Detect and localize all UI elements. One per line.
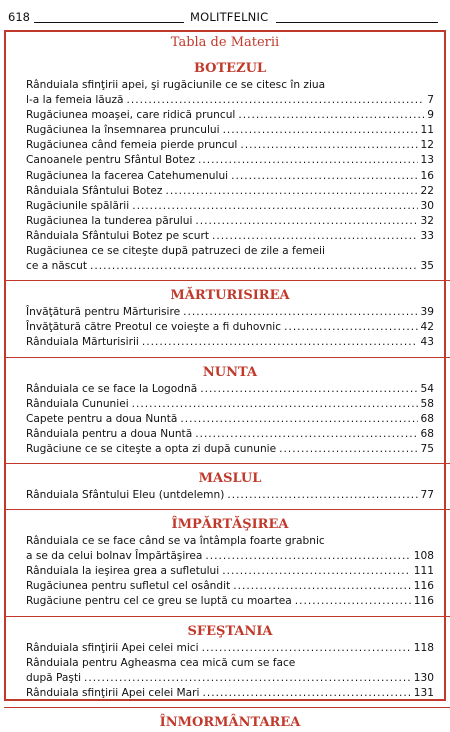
toc-entry-line bbox=[26, 123, 434, 138]
toc-entry-text: Rugăciunea pentru sufletul cel osândit bbox=[26, 580, 231, 593]
toc-entry-text: Rugăciune ce se citeşte a opta zi după cununie bbox=[26, 442, 277, 455]
toc-entry[interactable] bbox=[26, 382, 434, 397]
toc-entry-line bbox=[26, 259, 434, 274]
toc-page-number: 130 bbox=[413, 671, 434, 684]
toc-entry[interactable] bbox=[26, 138, 434, 153]
toc-page-number: 75 bbox=[420, 442, 434, 455]
dot-leader bbox=[90, 259, 418, 274]
toc-entry[interactable] bbox=[26, 442, 434, 457]
dot-leader bbox=[142, 335, 418, 350]
dot-leader bbox=[132, 199, 417, 214]
toc-entry[interactable] bbox=[26, 412, 434, 427]
header-rule-left bbox=[34, 22, 184, 23]
toc-entry-text: ce a născut bbox=[26, 260, 87, 273]
toc-entry[interactable] bbox=[26, 199, 434, 214]
toc-entry-text: Rugăciune pentru cel ce greu se luptă cu moartea bbox=[26, 595, 292, 608]
page-title: Tabla de Materii bbox=[170, 35, 280, 50]
dot-leader bbox=[195, 214, 417, 229]
toc-page-number: 118 bbox=[413, 641, 434, 654]
toc-entry-text: Rânduiala Mărturisirii bbox=[26, 336, 139, 349]
toc-entry-text: Rugăciunile spălării bbox=[26, 199, 130, 212]
toc-page-number: 32 bbox=[420, 214, 434, 227]
toc-entry-text: Rânduiala pentru Agheasma cea mică cum se face bbox=[26, 656, 296, 669]
section-heading: ÎMPĂRTĂŞIREA bbox=[171, 517, 289, 533]
section-heading: MĂRTURISIREA bbox=[170, 288, 290, 304]
toc-entry[interactable] bbox=[26, 305, 434, 320]
section-divider bbox=[4, 463, 450, 464]
toc-entry-line bbox=[26, 397, 434, 412]
section-heading: SFEŞTANIA bbox=[187, 623, 273, 639]
toc-entry-line bbox=[26, 549, 434, 564]
section-entries bbox=[26, 534, 434, 609]
dot-leader bbox=[84, 671, 411, 686]
toc-entry-line bbox=[26, 305, 434, 320]
toc-entry[interactable] bbox=[26, 488, 434, 503]
toc-page-number: 77 bbox=[420, 488, 434, 501]
toc-page-number: 39 bbox=[420, 306, 434, 319]
toc-page-number: 22 bbox=[420, 184, 434, 197]
section-heading: MASLUL bbox=[198, 470, 262, 486]
toc-page-number: 116 bbox=[413, 595, 434, 608]
toc-entry[interactable] bbox=[26, 229, 434, 244]
toc-entry-text: Rugăciunea la însemnarea pruncului bbox=[26, 124, 220, 137]
toc-entry-line bbox=[26, 229, 434, 244]
toc-page-number: 58 bbox=[420, 397, 434, 410]
toc-entry-line bbox=[26, 93, 434, 108]
toc-page-number: 131 bbox=[413, 686, 434, 699]
toc-entry[interactable] bbox=[26, 427, 434, 442]
section-entries bbox=[26, 78, 434, 274]
toc-entry-text: Capete pentru a doua Nuntă bbox=[26, 412, 178, 425]
dot-leader bbox=[166, 184, 418, 199]
toc-entry[interactable] bbox=[26, 656, 434, 686]
book-title: MOLITFELNIC bbox=[190, 10, 269, 24]
header-rule-right bbox=[276, 22, 438, 23]
dot-leader bbox=[223, 123, 418, 138]
toc-entry-line bbox=[26, 382, 434, 397]
section-divider bbox=[4, 357, 450, 358]
dot-leader bbox=[212, 229, 417, 244]
toc-entry[interactable] bbox=[26, 153, 434, 168]
dot-leader bbox=[202, 641, 411, 656]
dot-leader bbox=[240, 138, 417, 153]
section-entries bbox=[26, 305, 434, 350]
toc-entry-text: Rânduiala Cununiei bbox=[26, 397, 129, 410]
dot-leader bbox=[183, 305, 417, 320]
toc-entry-text: Rânduiala sfinţirii apei, şi rugăciunile ce se citesc în ziua bbox=[26, 79, 326, 91]
page-number: 618 bbox=[8, 10, 30, 24]
toc-entry[interactable] bbox=[26, 335, 434, 350]
toc-entry-text: Rânduiala ce se face la Logodnă bbox=[26, 382, 198, 395]
section-entries bbox=[26, 488, 434, 503]
toc-entry-line bbox=[26, 427, 434, 442]
toc-page-number: 43 bbox=[420, 336, 434, 349]
toc-entry-text: Rânduiala Sfântului Botez pe scurt bbox=[26, 229, 210, 242]
dot-leader bbox=[222, 564, 411, 579]
section-entries bbox=[26, 641, 434, 701]
toc-entry-text: Rânduiala Sfântului Eleu (untdelemn) bbox=[26, 488, 225, 501]
toc-entry-text: Rânduiala pentru a doua Nuntă bbox=[26, 427, 193, 440]
section-entries bbox=[26, 382, 434, 457]
toc-entry-text: Rânduiala ce se face când se va întâmpla foarte grabnic bbox=[26, 535, 325, 548]
toc-entry-text: Rânduiala la ieşirea grea a sufletului bbox=[26, 565, 220, 578]
toc-entry-line bbox=[26, 320, 434, 335]
section-divider bbox=[4, 707, 450, 708]
dot-leader bbox=[202, 686, 410, 701]
toc-entry-line bbox=[26, 153, 434, 168]
toc-entry-line bbox=[26, 108, 434, 123]
toc-entry[interactable] bbox=[26, 641, 434, 656]
toc-entry-line bbox=[26, 412, 434, 427]
dot-leader bbox=[284, 320, 417, 335]
section-divider bbox=[4, 280, 450, 281]
toc-entry-line bbox=[26, 641, 434, 656]
toc-page-number: 11 bbox=[420, 124, 434, 137]
toc-entry-line bbox=[26, 594, 434, 609]
toc-page-number: 35 bbox=[420, 260, 434, 273]
toc-page-number: 108 bbox=[413, 550, 434, 563]
dot-leader bbox=[231, 169, 417, 184]
dot-leader bbox=[198, 153, 418, 168]
toc-entry[interactable] bbox=[26, 564, 434, 579]
toc-entry[interactable] bbox=[26, 123, 434, 138]
toc-entry-line bbox=[26, 488, 434, 503]
toc-page-number: 13 bbox=[420, 154, 434, 167]
section-divider bbox=[4, 509, 450, 510]
toc-entry-text: a se da celui bolnav Împărtăşirea bbox=[26, 550, 203, 563]
toc-entry-text: Rânduiala sfinţirii Apei celei Mari bbox=[26, 686, 200, 699]
toc-entry[interactable] bbox=[26, 320, 434, 335]
toc-entry-line bbox=[26, 335, 434, 350]
toc-page-number: 42 bbox=[420, 321, 434, 334]
toc-page-number: 54 bbox=[420, 382, 434, 395]
toc-page-number: 33 bbox=[420, 229, 434, 242]
toc-entry[interactable] bbox=[26, 579, 434, 594]
toc-entry-line bbox=[26, 442, 434, 457]
toc-entry-line bbox=[26, 169, 434, 184]
toc-page-number: 16 bbox=[420, 169, 434, 182]
toc-entry-text: Rugăciunea când femeia pierde pruncul bbox=[26, 139, 238, 152]
toc-entry[interactable] bbox=[26, 534, 434, 564]
toc-page-number: 68 bbox=[420, 412, 434, 425]
toc-entry-line bbox=[26, 686, 434, 701]
toc-page-number: 116 bbox=[413, 580, 434, 593]
toc-entry-line bbox=[26, 671, 434, 686]
toc-entry-line bbox=[26, 138, 434, 153]
toc-page-number: 68 bbox=[420, 427, 434, 440]
dot-leader bbox=[205, 549, 410, 564]
toc-entry-text: după Paşti bbox=[26, 671, 82, 684]
toc-entry[interactable] bbox=[26, 244, 434, 274]
section-heading: ÎNMORMÂNTAREA bbox=[159, 714, 301, 730]
table-of-contents bbox=[26, 54, 434, 732]
section-divider bbox=[4, 616, 450, 617]
dot-leader bbox=[295, 594, 411, 609]
toc-entry-line bbox=[26, 184, 434, 199]
toc-page-number: 111 bbox=[413, 565, 434, 578]
toc-entry-line bbox=[26, 564, 434, 579]
toc-page-number: 12 bbox=[420, 139, 434, 152]
dot-leader bbox=[180, 412, 417, 427]
running-header bbox=[6, 8, 438, 26]
toc-entry-text: Rânduiala Sfântului Botez bbox=[26, 184, 163, 197]
dot-leader bbox=[227, 488, 417, 503]
toc-entry[interactable] bbox=[26, 169, 434, 184]
toc-entry[interactable] bbox=[26, 184, 434, 199]
toc-entry-text: Rugăciunea moaşei, care ridică pruncul bbox=[26, 109, 236, 122]
toc-entry-text: Rugăciunea ce se citeşte după patruzeci de zile a femeii bbox=[26, 245, 325, 258]
toc-entry[interactable] bbox=[26, 594, 434, 609]
toc-page-number: 9 bbox=[427, 109, 434, 122]
toc-entry[interactable] bbox=[26, 214, 434, 229]
section-heading: NUNTA bbox=[202, 364, 258, 380]
toc-entry-line bbox=[26, 214, 434, 229]
toc-entry-text: Rânduiala sfinţirii Apei celei mici bbox=[26, 641, 199, 654]
toc-entry-text: l-a la femeia lăuză bbox=[26, 94, 124, 107]
toc-entry-text: Canoanele pentru Sfântul Botez bbox=[26, 154, 196, 167]
dot-leader bbox=[279, 442, 417, 457]
toc-entry[interactable] bbox=[26, 686, 434, 701]
toc-entry[interactable] bbox=[26, 78, 434, 108]
dot-leader bbox=[195, 427, 417, 442]
toc-entry-line bbox=[26, 199, 434, 214]
dot-leader bbox=[238, 108, 424, 123]
toc-page-number: 30 bbox=[420, 199, 434, 212]
toc-entry-text: Învăţătură pentru Mărturisire bbox=[26, 306, 181, 319]
toc-entry[interactable] bbox=[26, 397, 434, 412]
toc-entry[interactable] bbox=[26, 108, 434, 123]
toc-entry-line bbox=[26, 579, 434, 594]
toc-entry-text: Rugăciunea la facerea Catehumenului bbox=[26, 169, 229, 182]
toc-entry-text: Rugăciunea la tunderea părului bbox=[26, 214, 193, 227]
dot-leader bbox=[233, 579, 411, 594]
toc-entry-text: Învăţătură către Preotul ce voieşte a fi duhovnic bbox=[26, 321, 282, 334]
toc-page-number: 7 bbox=[427, 94, 434, 107]
section-heading: BOTEZUL bbox=[193, 61, 267, 76]
dot-leader bbox=[127, 93, 425, 108]
dot-leader bbox=[200, 382, 417, 397]
dot-leader bbox=[132, 397, 418, 412]
